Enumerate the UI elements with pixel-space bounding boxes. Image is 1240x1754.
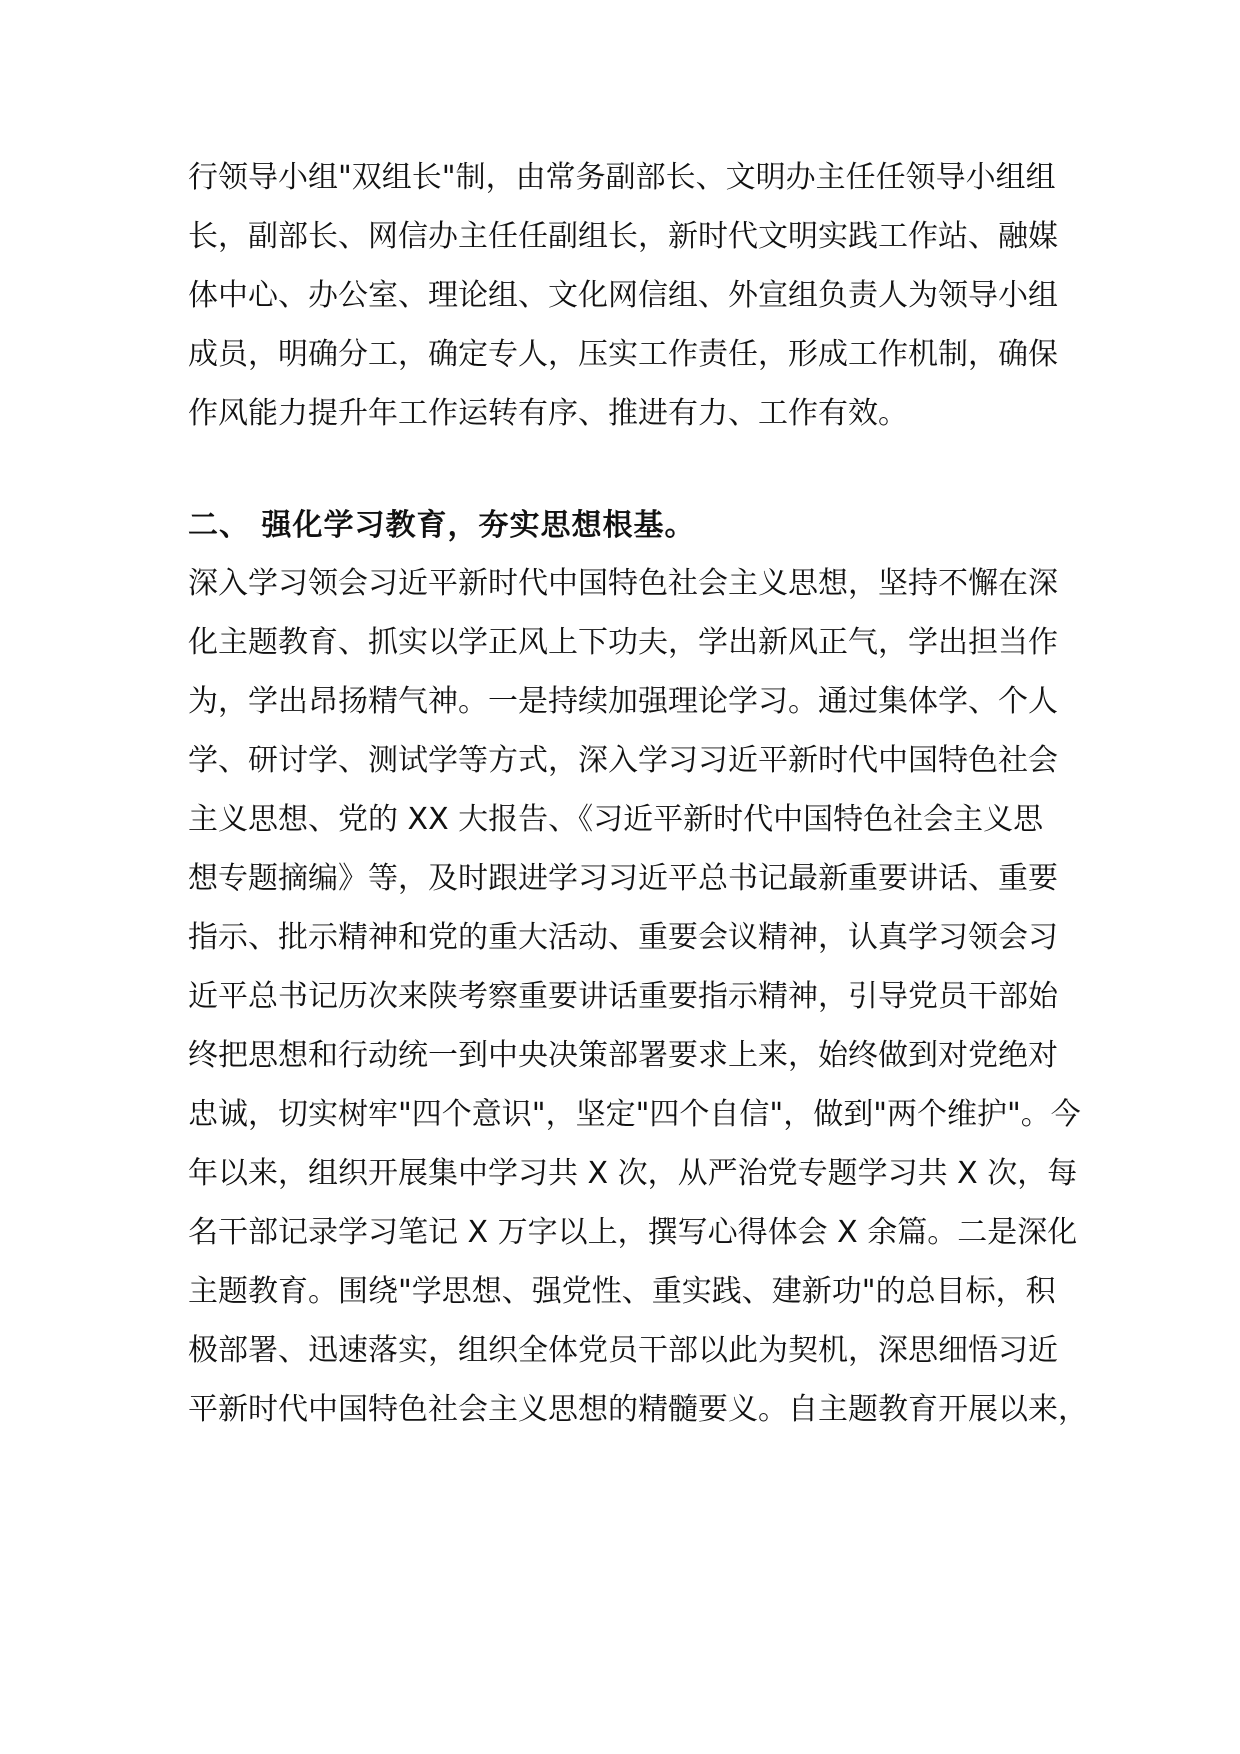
text-line: 想专题摘编》等，及时跟进学习习近平总书记最新重要讲话、重要 [188, 861, 1058, 896]
text-line: 成员，明确分工，确定专人，压实工作责任，形成工作机制，确保 [188, 337, 1058, 372]
text-line: 主义思想、党的 XX 大报告、《习近平新时代中国特色社会主义思 [188, 802, 1044, 837]
paragraph-study-education [188, 551, 1088, 1451]
text-line: 终把思想和行动统一到中央决策部署要求上来，始终做到对党绝对 [188, 1038, 1058, 1073]
section-heading: 二、 强化学习教育，夯实思想根基。 [188, 508, 696, 543]
text-line: 名干部记录学习笔记 X 万字以上，撰写心得体会 X 余篇。二是深化 [188, 1215, 1078, 1250]
paragraph-leadership-group [188, 145, 1068, 475]
text-line: 作风能力提升年工作运转有序、推进有力、工作有效。 [188, 396, 908, 431]
text-line: 极部署、迅速落实，组织全体党员干部以此为契机，深思细悟习近 [188, 1333, 1058, 1368]
text-line: 平新时代中国特色社会主义思想的精髓要义。自主题教育开展以来， [188, 1392, 1088, 1427]
text-line: 深入学习领会习近平新时代中国特色社会主义思想，坚持不懈在深 [188, 566, 1058, 601]
text-line: 近平总书记历次来陕考察重要讲话重要指示精神，引导党员干部始 [188, 979, 1058, 1014]
text-line: 年以来，组织开展集中学习共 X 次，从严治党专题学习共 X 次，每 [188, 1156, 1078, 1191]
text-line: 主题教育。围绕"学思想、强党性、重实践、建新功"的总目标，积 [188, 1274, 1056, 1309]
section-heading-2 [188, 493, 1068, 559]
text-line: 长，副部长、网信办主任任副组长，新时代文明实践工作站、融媒 [188, 219, 1058, 254]
text-line: 化主题教育、抓实以学正风上下功夫，学出新风正气，学出担当作 [188, 625, 1058, 660]
text-line: 指示、批示精神和党的重大活动、重要会议精神，认真学习领会习 [188, 920, 1058, 955]
text-line: 忠诚，切实树牢"四个意识"，坚定"四个自信"，做到"两个维护"。今 [188, 1097, 1081, 1132]
text-line: 行领导小组"双组长"制，由常务副部长、文明办主任任领导小组组 [188, 160, 1056, 195]
text-line: 学、研讨学、测试学等方式，深入学习习近平新时代中国特色社会 [188, 743, 1058, 778]
text-line: 为，学出昂扬精气神。一是持续加强理论学习。通过集体学、个人 [188, 684, 1058, 719]
text-line: 体中心、办公室、理论组、文化网信组、外宣组负责人为领导小组 [188, 278, 1058, 313]
